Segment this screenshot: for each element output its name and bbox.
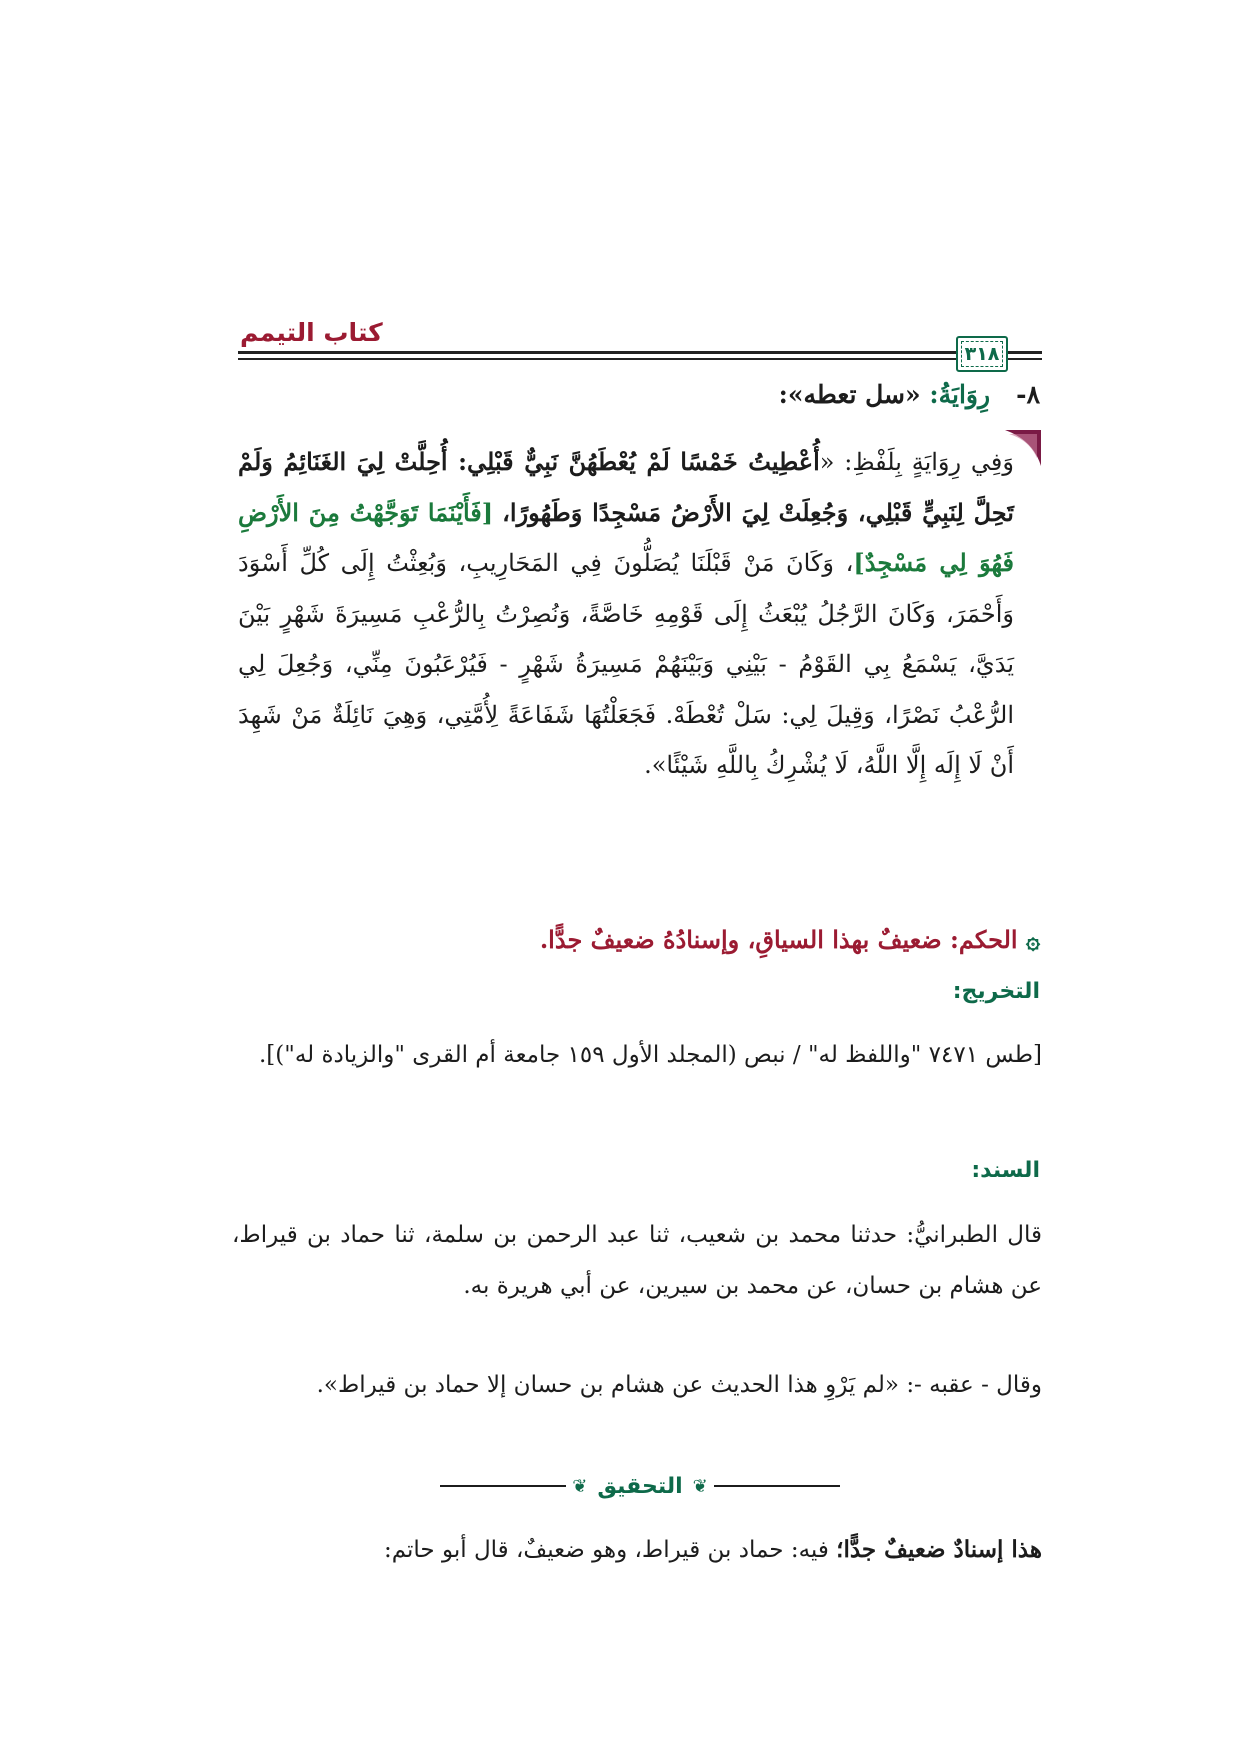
ruling: [540, 925, 1040, 954]
page-number: ٣١٨: [964, 343, 1000, 365]
chapter-title: كتاب التيمم: [240, 318, 383, 347]
section-label: رِوَايَةُ:: [929, 380, 991, 409]
tahqiq-text: [232, 1525, 1042, 1576]
section-heading: [779, 380, 1040, 409]
tahqiq-divider: [440, 1468, 840, 1504]
hadith-close: ».: [644, 751, 667, 779]
ruling-label: الحكم:: [950, 925, 1018, 954]
takhrij-text: [طس ٧٤٧١ "واللفظ له" / نبص (المجلد الأول ١٥٩ جامعة أم القرى "والزيادة له")].: [258, 1042, 1042, 1068]
takhrij-heading: التخريج:: [952, 979, 1040, 1004]
sanad-text: قال الطبرانيُّ: حدثنا محمد بن شعيب، ثنا عبد الرحمن بن سلمة، ثنا حماد بن قيراط، عن هشام بن حسان، عن محمد بن سيرين، عن أبي هريرة به.: [232, 1222, 1042, 1299]
divider-line: [440, 1485, 566, 1487]
tahqiq-heading: التحقيق: [597, 1473, 683, 1499]
header-rule: [238, 351, 956, 354]
page-number-badge: [956, 336, 1008, 372]
hadith-text: [238, 437, 1014, 791]
section-number: ٨-: [1016, 380, 1040, 409]
ruling-text: ضعيفٌ بهذا السياقِ، وإسنادُهُ ضعيفٌ جدًّا.: [539, 925, 942, 954]
header-rule: [1008, 351, 1042, 354]
section-quote: «سل تعطه»:: [778, 380, 921, 409]
tahqiq-body: فيه: حماد بن قيراط، وهو ضعيفٌ، قال أبو حاتم:: [383, 1537, 837, 1563]
sanad-comment: وقال - عقبه -: «لم يَرْوِ هذا الحديث عن هشام بن حسان إلا حماد بن قيراط».: [316, 1372, 1042, 1398]
divider-line: [714, 1485, 840, 1487]
sanad-heading: السند:: [971, 1158, 1040, 1183]
hadith-body: ، وَكَانَ مَنْ قَبْلَنَا يُصَلُّونَ فِي المَحَارِيبِ، وَبُعِثْتُ إِلَى كُلِّ أَسْوَدَ وَأَحْمَرَ، وَكَانَ الرَّجُلُ يُبْعَثُ إِلَى قَوْمِهِ خَاصَّةً، وَنُصِرْتُ بِالرُّعْبِ مَسِيرَةَ شَهْرٍ بَيْنَ يَدَيَّ، يَسْمَعُ بِي القَوْمُ - بَيْنِي وَبَيْنَهُمْ مَسِيرَةُ شَهْرٍ - فَيُرْعَبُونَ مِنِّي، وَجُعِلَ لِي الرُّعْبُ نَصْرًا، وَقِيلَ لِي: سَلْ تُعْطَهْ. فَجَعَلْتُهَا شَفَاعَةً لِأُمَّتِي، وَهِيَ نَائِلَةٌ مَنْ شَهِدَ أَنْ لَا إِلَه إِلَّا اللَّهُ، لَا يُشْرِكُ بِاللَّهِ شَيْئًا: [238, 549, 1014, 779]
flower-icon: ۞: [1025, 925, 1040, 954]
hadith-bold-text: أُعْطِيتُ خَمْسًا لَمْ يُعْطَهُنَّ نَبِيٌّ قَبْلِي: أُحِلَّتْ لِيَ الغَنَائِمُ وَلَمْ تَحِلَّ لِنَبِيٍّ قَبْلِي، وَجُعِلَتْ لِيَ الأَرْضُ مَسْجِدًا وَطَهُورًا،: [238, 447, 1014, 527]
ornament-icon: ❦: [572, 1475, 588, 1497]
ornament-icon: ❦: [692, 1475, 708, 1497]
header-rule: [238, 358, 956, 360]
hadith-intro: وَفِي رِوَايَةٍ بِلَفْظِ: «: [819, 448, 1014, 476]
hadith-addition: [فَأَيْنَمَا تَوَجَّهْتُ مِنَ الأَرْضِ فَهُوَ لِي مَسْجِدٌ]: [238, 497, 1014, 577]
header-rule: [1008, 358, 1042, 360]
tahqiq-lead: هذا إسنادٌ ضعيفٌ جدًّا؛: [836, 1536, 1042, 1563]
